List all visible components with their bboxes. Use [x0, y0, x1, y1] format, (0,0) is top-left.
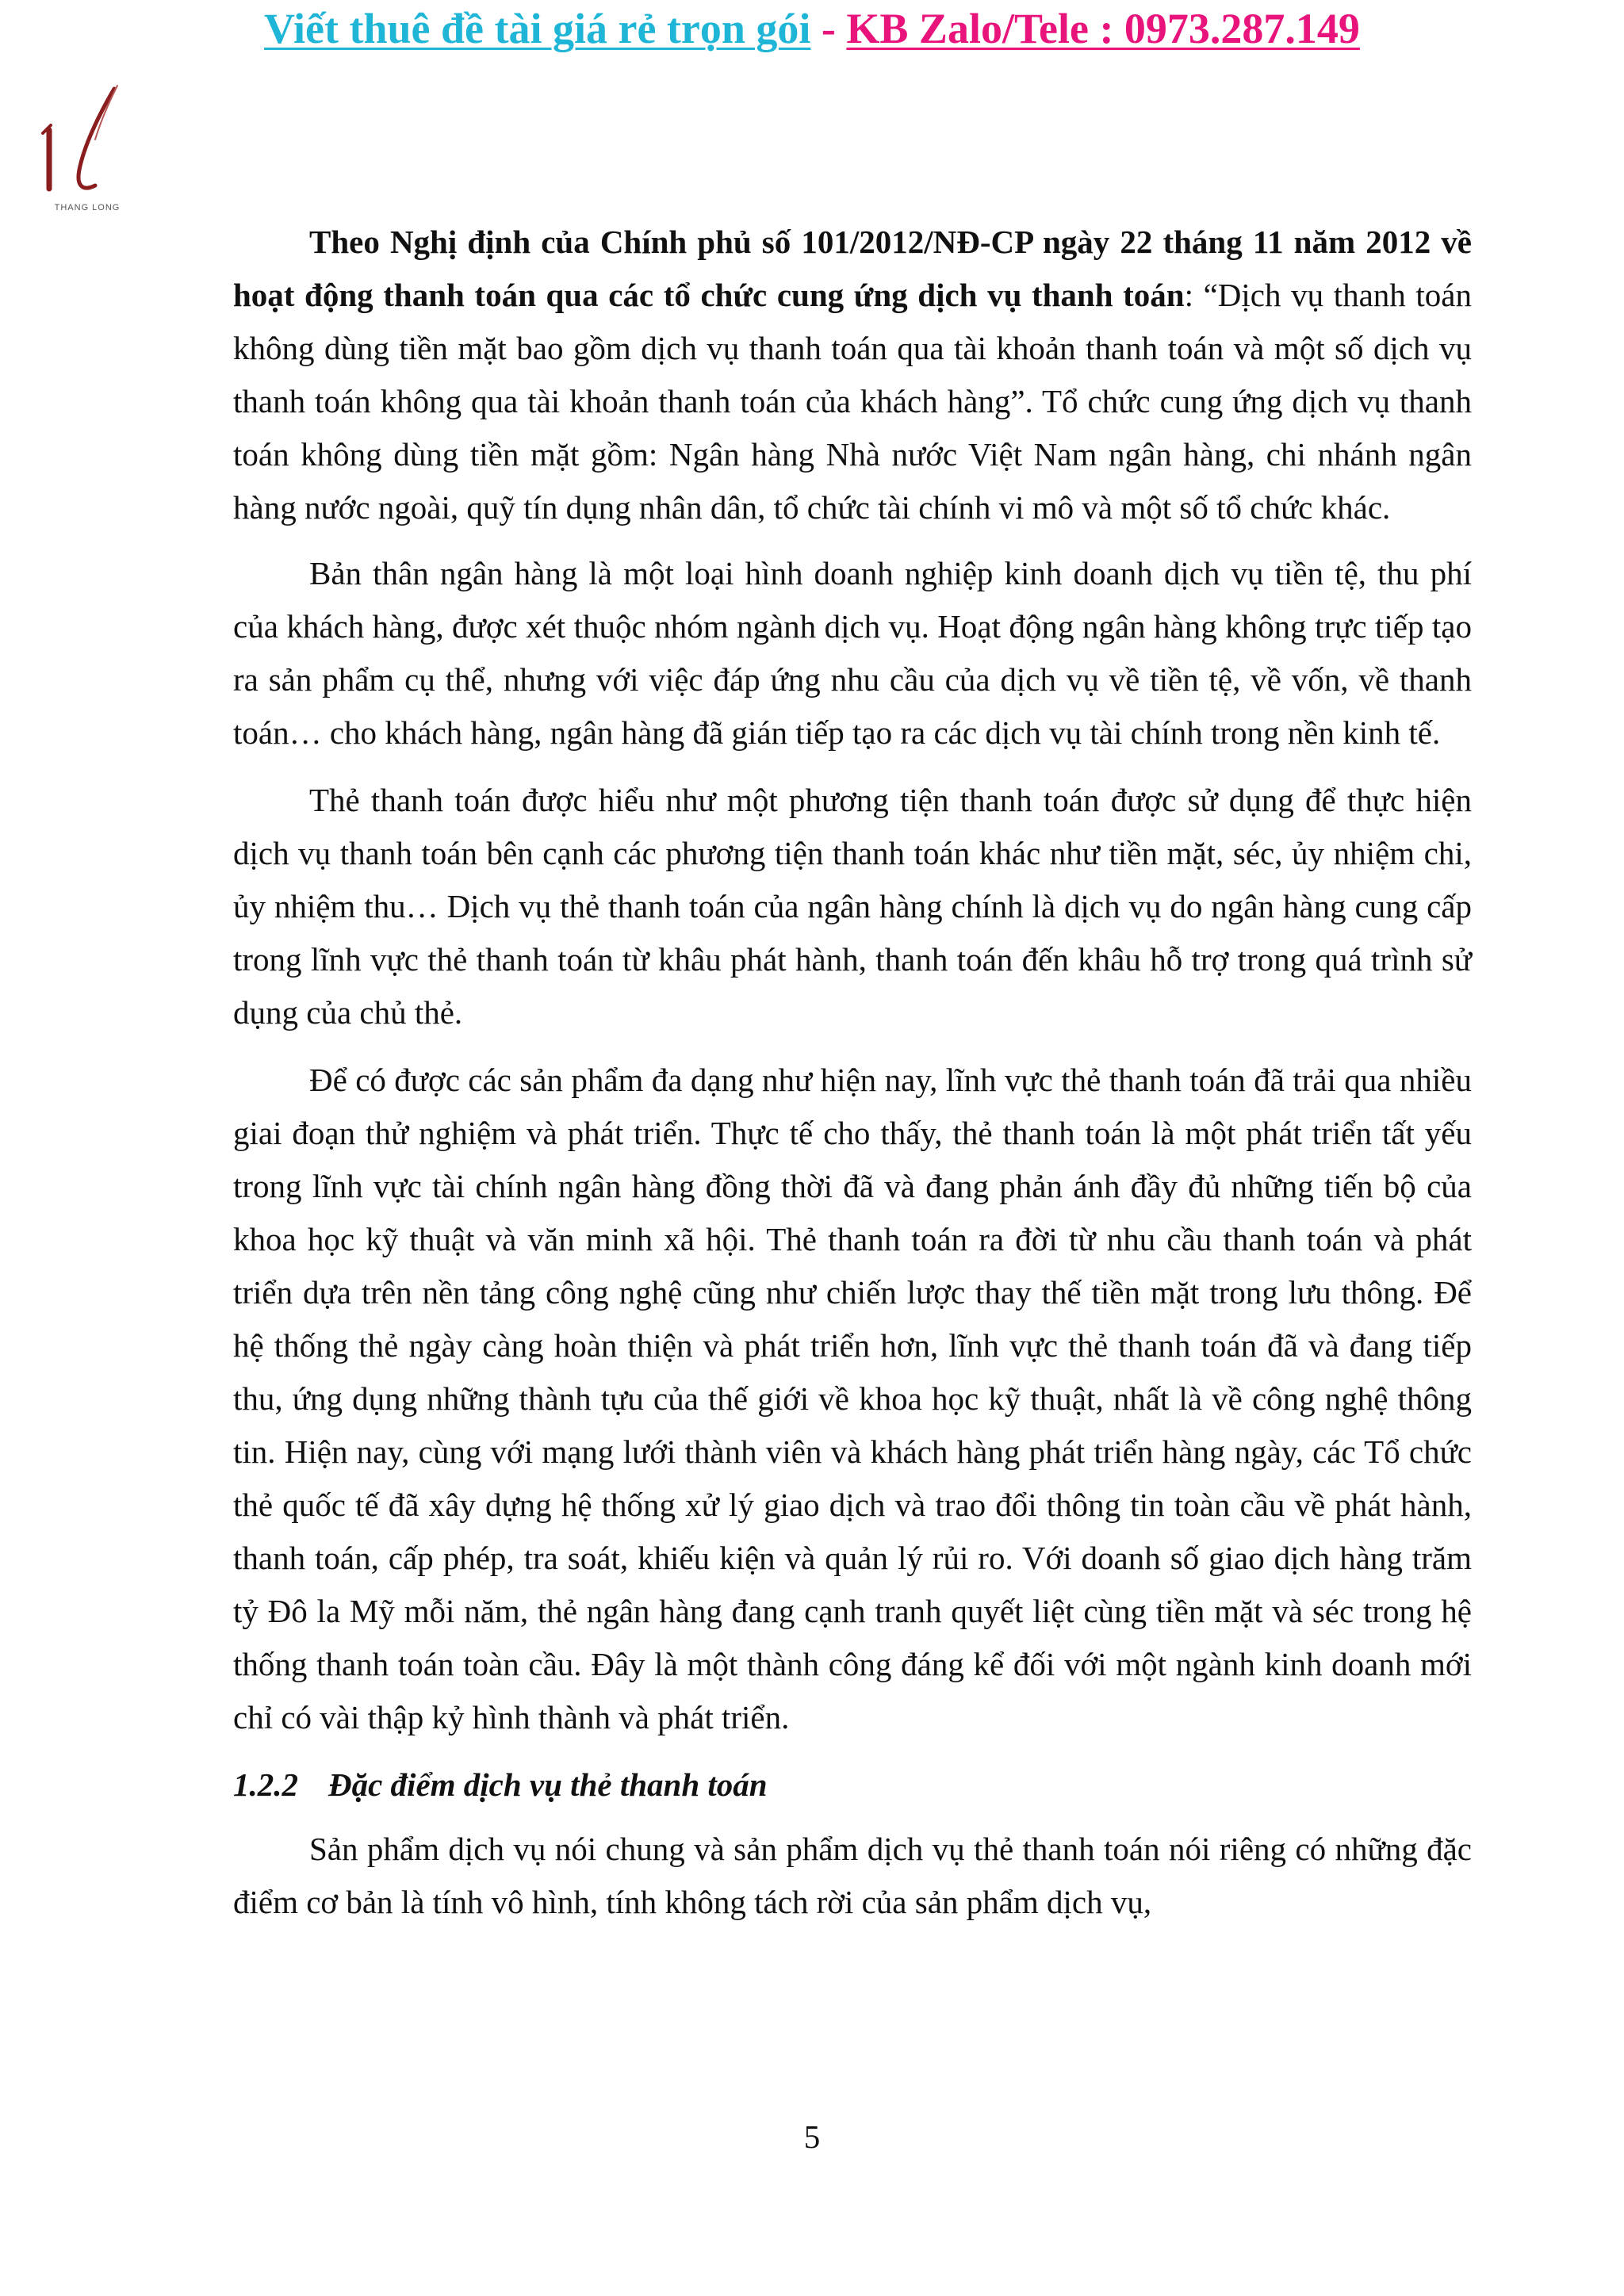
- section-heading: [233, 1758, 1472, 1812]
- document-body: [233, 216, 1472, 1943]
- paragraph-3: Thẻ thanh toán được hiểu như một phương tiện thanh toán được sử dụng để thực hiện dịch vụ thanh toán bên cạnh các phương tiện thanh toán khác như tiền mặt, séc, ủy nhiệm chi, ủy nhiệm thu… Dịch vụ thẻ thanh toán của ngân hàng chính là dịch vụ do ngân hàng cung cấp trong lĩnh vực thẻ thanh toán từ khâu phát hành, thanh toán đến khâu hỗ trợ trong quá trình sử dụng của chủ thẻ.: [233, 782, 1472, 1031]
- paragraph-2: Bản thân ngân hàng là một loại hình doanh nghiệp kinh doanh dịch vụ tiền tệ, thu phí của khách hàng, được xét thuộc nhóm ngành dịch vụ. Hoạt động ngân hàng không trực tiếp tạo ra sản phẩm cụ thể, nhưng với việc đáp ứng nhu cầu của dịch vụ về tiền tệ, về vốn, về thanh toán… cho khách hàng, ngân hàng đã gián tiếp tạo ra các dịch vụ tài chính trong nền kinh tế.: [233, 555, 1472, 751]
- banner-link-service[interactable]: Viết thuê đề tài giá rẻ trọn gói: [264, 5, 811, 52]
- logo-caption: THANG LONG: [54, 203, 121, 212]
- header-banner: [0, 3, 1624, 54]
- page-number: 5: [803, 2118, 821, 2155]
- thang-long-logo: [32, 84, 143, 219]
- paragraph-1: [233, 216, 1472, 534]
- banner-link-contact[interactable]: KB Zalo/Tele : 0973.287.149: [846, 5, 1360, 52]
- paragraph-1-text: : “Dịch vụ thanh toán không dùng tiền mặt bao gồm dịch vụ thanh toán qua tài khoản thanh toán và một số dịch vụ thanh toán không qua tài khoản thanh toán của khách hàng”. Tổ chức cung ứng dịch vụ thanh toán không dùng tiền mặt gồm: Ngân hàng Nhà nước Việt Nam ngân hàng, chi nhánh ngân hàng nước ngoài, quỹ tín dụng nhân dân, tổ chức tài chính vi mô và một số tổ chức khác.: [233, 277, 1472, 526]
- section-title: Đặc điểm dịch vụ thẻ thanh toán: [328, 1766, 768, 1803]
- banner-separator: -: [810, 5, 847, 52]
- paragraph-5: Sản phẩm dịch vụ nói chung và sản phẩm dịch vụ thẻ thanh toán nói riêng có những đặc điểm cơ bản là tính vô hình, tính không tách rời của sản phẩm dịch vụ,: [233, 1831, 1472, 1920]
- paragraph-1-bold: Theo Nghị định của Chính phủ số 101/2012/NĐ-CP ngày 22 tháng 11 năm 2012 về hoạt động thanh toán qua các tổ chức cung ứng dịch vụ thanh toán: [233, 224, 1472, 313]
- section-number: 1.2.2: [233, 1766, 298, 1803]
- logo-mark-icon: [32, 84, 143, 203]
- paragraph-4: Để có được các sản phẩm đa dạng như hiện nay, lĩnh vực thẻ thanh toán đã trải qua nhiều giai đoạn thử nghiệm và phát triển. Thực tế cho thấy, thẻ thanh toán là một phát triển tất yếu trong lĩnh vực tài chính ngân hàng đồng thời đã và đang phản ánh đầy đủ những tiến bộ của khoa học kỹ thuật và văn minh xã hội. Thẻ thanh toán ra đời từ nhu cầu thanh toán và phát triển dựa trên nền tảng công nghệ cũng như chiến lược thay thế tiền mặt trong lưu thông. Để hệ thống thẻ ngày càng hoàn thiện và phát triển hơn, lĩnh vực thẻ thanh toán đã và đang tiếp thu, ứng dụng những thành tựu của thế giới về khoa học kỹ thuật, nhất là về công nghệ thông tin. Hiện nay, cùng với mạng lưới thành viên và khách hàng phát triển hàng ngày, các Tổ chức thẻ quốc tế đã xây dựng hệ thống xử lý giao dịch và trao đổi thông tin toàn cầu về phát hành, thanh toán, cấp phép, tra soát, khiếu kiện và quản lý rủi ro. Với doanh số giao dịch hàng trăm tỷ Đô la Mỹ mỗi năm, thẻ ngân hàng đang cạnh tranh quyết liệt cùng tiền mặt và séc trong hệ thống thanh toán toàn cầu. Đây là một thành công đáng kể đối với một ngành kinh doanh mới chỉ có vài thập kỷ hình thành và phát triển.: [233, 1062, 1472, 1735]
